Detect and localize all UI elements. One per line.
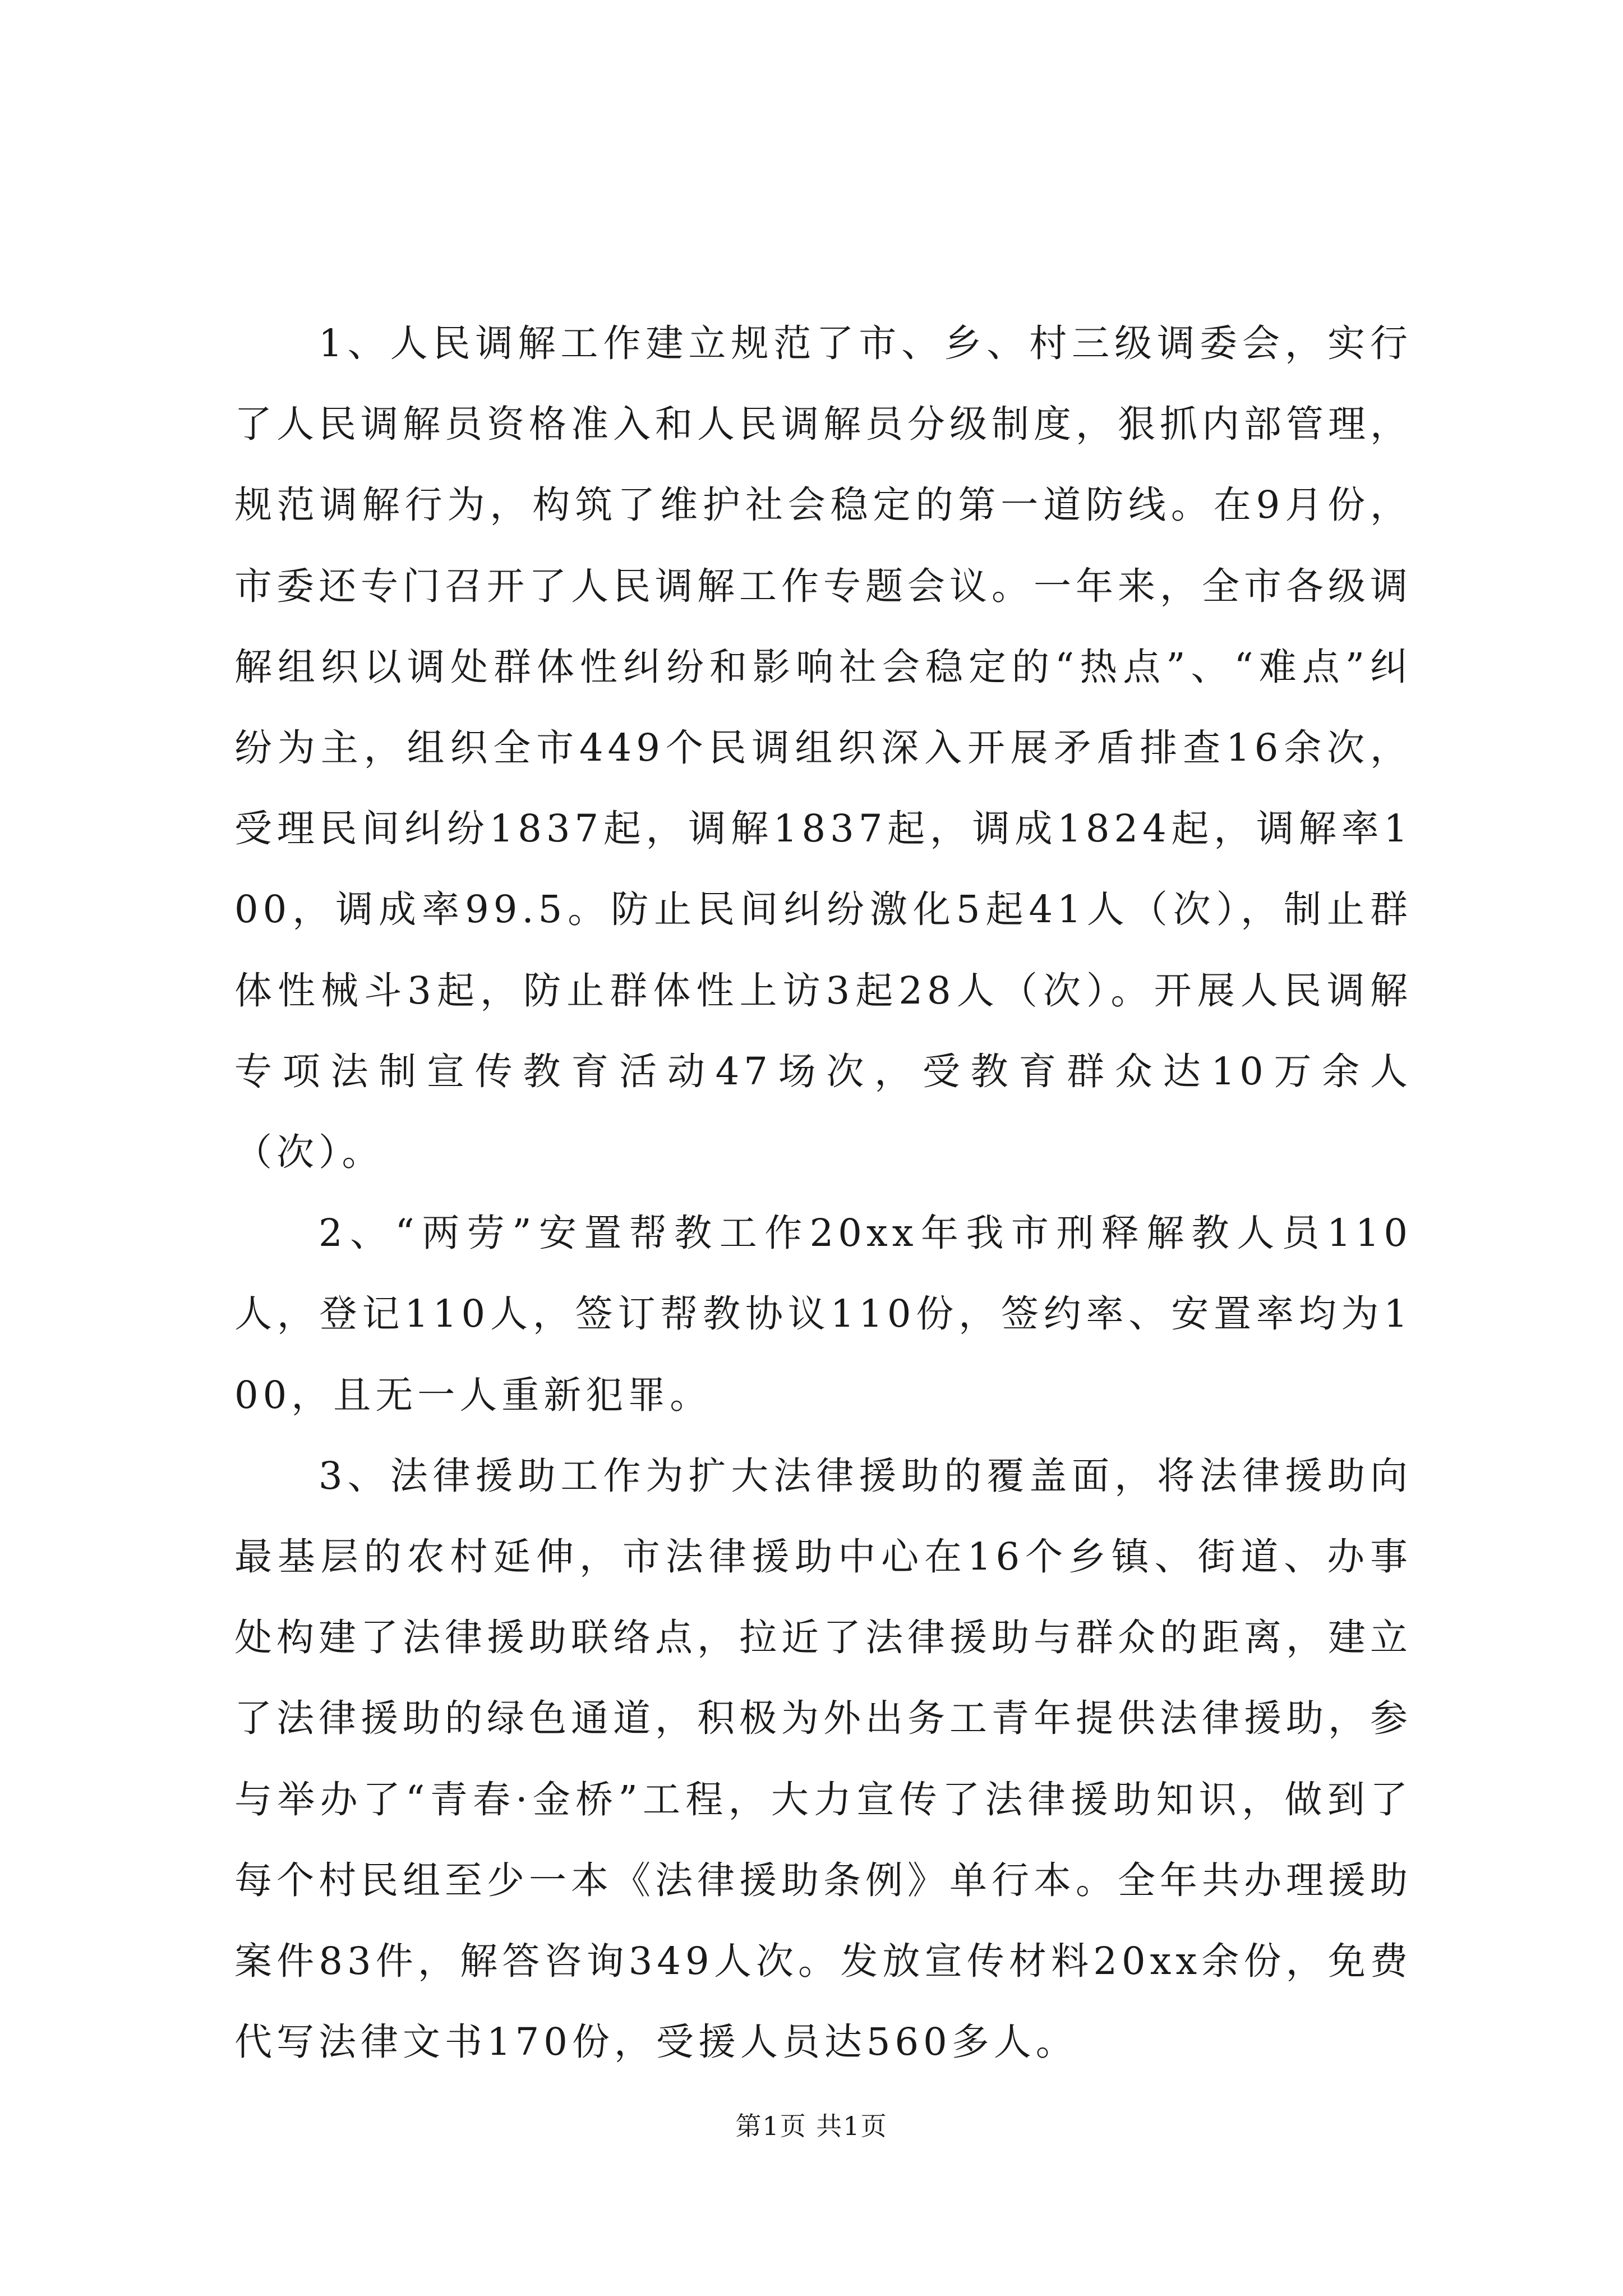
- paragraph-legal-aid: 3、法律援助工作为扩大法律援助的覆盖面，将法律援助向最基层的农村延伸，市法律援助中心在16个乡镇、街道、办事处构建了法律援助联络点，拉近了法律援助与群众的距离，建立了法律援助的绿色通道，积极为外出务工青年提供法律援助，参与举办了“青春·金桥”工程，大力宣传了法律援助知识，做到了每个村民组至少一本《法律援助条例》单行本。全年共办理援助案件83件，解答咨询349人次。发放宣传材料20xx余份，免费代写法律文书170份，受援人员达560多人。: [234, 1453, 1412, 2064]
- page-footer: 第1页 共1页: [735, 2111, 888, 2141]
- document-body: [234, 303, 1412, 2082]
- paragraph-people-mediation: 1、人民调解工作建立规范了市、乡、村三级调委会，实行了人民调解员资格准入和人民调解员分级制度，狠抓内部管理，规范调解行为，构筑了维护社会稳定的第一道防线。在9月份，市委还专门召开了人民调解工作专题会议。一年来，全市各级调解组织以调处群体性纠纷和影响社会稳定的“热点”、“难点”纠纷为主，组织全市449个民调组织深入开展矛盾排查16余次，受理民间纠纷1837起，调解1837起，调成1824起，调解率100，调成率99.5。防止民间纠纷激化5起41人（次），制止群体性械斗3起，防止群体性上访3起28人（次）。开展人民调解专项法制宣传教育活动47场次，受教育群众达10万余人（次）。: [234, 321, 1412, 1175]
- paragraph-resettlement-education: 2、“两劳”安置帮教工作20xx年我市刑释解教人员110人，登记110人，签订帮教协议110份，签约率、安置率均为100，且无一人重新犯罪。: [234, 1211, 1412, 1417]
